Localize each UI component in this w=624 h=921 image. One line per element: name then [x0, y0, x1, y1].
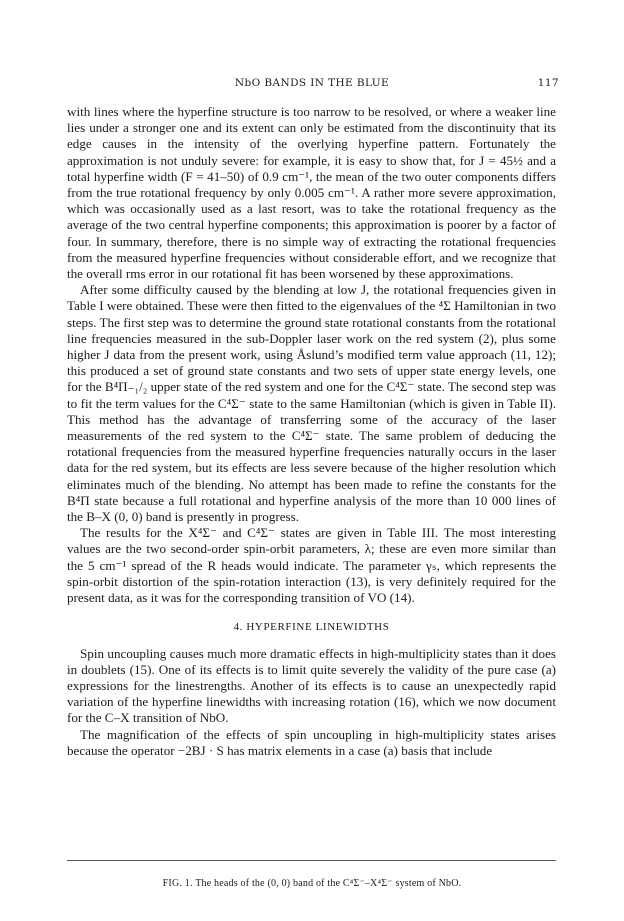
text-line: red system to the C⁴Σ⁻ state. The same problem of deducing the rotational frequencies	[67, 428, 556, 460]
text-line: and two sets of upper state energy levels, one for the B⁴Π₋₁/₂ upper state of the red	[67, 363, 556, 395]
text-line: it does in doublets (15). One of its effects is to limit quite severely the validity of the	[67, 645, 556, 677]
text-line: pure case (a) expressions for the linestrengths. Another of its effects is to cause an	[67, 661, 556, 693]
text-line: more severe approximation, which was occasionally used as a last resort, was to take	[67, 185, 556, 217]
paragraph-hyperfine-approximation	[67, 104, 556, 282]
text-line: than the 5 cm⁻¹ spread of the R heads would indicate. The parameter γₛ, which	[67, 541, 557, 573]
text-line: line lies under a stronger one and its extent can only be estimated from the discontinuity	[67, 104, 556, 136]
text-line: represents the spin-orbit distortion of the spin-rotation interaction (13), is very	[67, 557, 557, 589]
text-line: way of extracting the rotational frequencies from the measured hyperfine frequencies	[67, 233, 556, 265]
text-line: system and one for the C⁴Σ⁻ state. The second step was to fit the term values for the	[67, 379, 556, 411]
text-line: definitely required for the present data, as it was for the corresponding transition	[67, 573, 556, 606]
text-line: constants from the rotational line frequencies measured in the sub-Doppler laser work	[67, 314, 556, 346]
paragraph-results	[67, 525, 556, 606]
text-line: from the measured hyperfine frequencies naturally occurs in the laser data for the red	[67, 444, 557, 476]
caption-rule	[67, 860, 556, 861]
text-line: and a total hyperfine width (F = 41–50) of 0.9 cm⁻¹, the mean of the two outer	[67, 152, 557, 184]
text-line: values are the two second-order spin-orbit parameters, λ; these are even more similar	[67, 541, 529, 557]
figure-caption: FIG. 1. The heads of the (0, 0) band of the C⁴Σ⁻–X⁴Σ⁻ system of NbO.	[162, 878, 462, 889]
section-heading: 4. HYPERFINE LINEWIDTHS	[233, 621, 390, 634]
text-line: of VO (14).	[353, 590, 415, 606]
text-line: much of the blending. No attempt has been made to refine the constants for the B⁴Π	[67, 476, 556, 508]
paragraph-spin-uncoupling	[67, 646, 556, 727]
body-text	[67, 104, 556, 759]
text-line: The magnification of the effects of spin uncoupling in high-multiplicity states arises	[80, 726, 556, 742]
text-line: that its edge causes in the intensity of the overlying hyperfine pattern. Fortunately the	[67, 120, 557, 152]
text-line: approximation is not unduly severe: for example, it is easy to show that, for J = 45½	[67, 152, 523, 168]
text-line: C⁴Σ⁻ state to the same Hamiltonian (which is given in Table II). This method has	[67, 395, 556, 427]
text-line: approximation is poorer by a factor of four. In summary, therefore, there is no simple	[67, 217, 556, 249]
text-line: the advantage of transferring some of the accuracy of the laser measurements of the	[67, 411, 556, 444]
text-line: modified term value approach (11, 12); this produced a set of ground state constants	[67, 347, 556, 379]
paragraph-rotational-fit	[67, 282, 556, 525]
text-line: Spin uncoupling causes much more dramatic effects in high-multiplicity states than	[80, 645, 518, 661]
text-line: Hamiltonian in two steps. The first step was to determine the ground state rotational	[67, 298, 556, 330]
running-head-title: NbO BANDS IN THE BLUE	[234, 77, 390, 89]
text-line: with lines where the hyperfine structure is too narrow to be resolved, or where a weaker	[67, 104, 533, 119]
text-line: without considerable effort, and we recognize that the overall rms error in our rotational	[67, 249, 557, 282]
text-line: After some difficulty caused by the blending at low J, the rotational frequencies	[80, 282, 509, 298]
text-line: fit has been worsened by these approximations.	[265, 266, 514, 282]
text-line: given in Table I were obtained. These were then fitted to the eigenvalues of the ⁴Σ	[67, 282, 556, 314]
running-head	[0, 77, 624, 91]
text-line: components differs from the true rotational frequency by only 0.005 cm⁻¹. A rather	[67, 168, 556, 201]
text-line: unexpectedly rapid variation of the hyperfine linewidths with increasing rotation (16),	[67, 677, 556, 710]
text-line: which we now document for the C–X transition of NbO.	[67, 694, 556, 726]
text-line: the rotational frequency as the average of the two central hyperfine components; this	[67, 201, 557, 233]
text-line: the B–X (0, 0) band is presently in progress.	[67, 509, 300, 525]
paragraph-magnification	[67, 727, 556, 759]
text-line: system, but its effects are less severe because of the higher resolution which eliminates	[67, 460, 556, 492]
text-line: state because a full rotational and hyperfine analysis of the more than 10 000 lines of	[94, 492, 556, 508]
text-line: The results for the X⁴Σ⁻ and C⁴Σ⁻ states are given in Table III. The most interesting	[80, 525, 556, 541]
text-line: on the red system (2), plus some higher J data from the present work, using Åslund’s	[67, 330, 556, 363]
text-line: because the operator −2BJ · S has matrix elements in a case (a) basis that include	[67, 742, 493, 758]
page-number: 117	[537, 77, 559, 89]
